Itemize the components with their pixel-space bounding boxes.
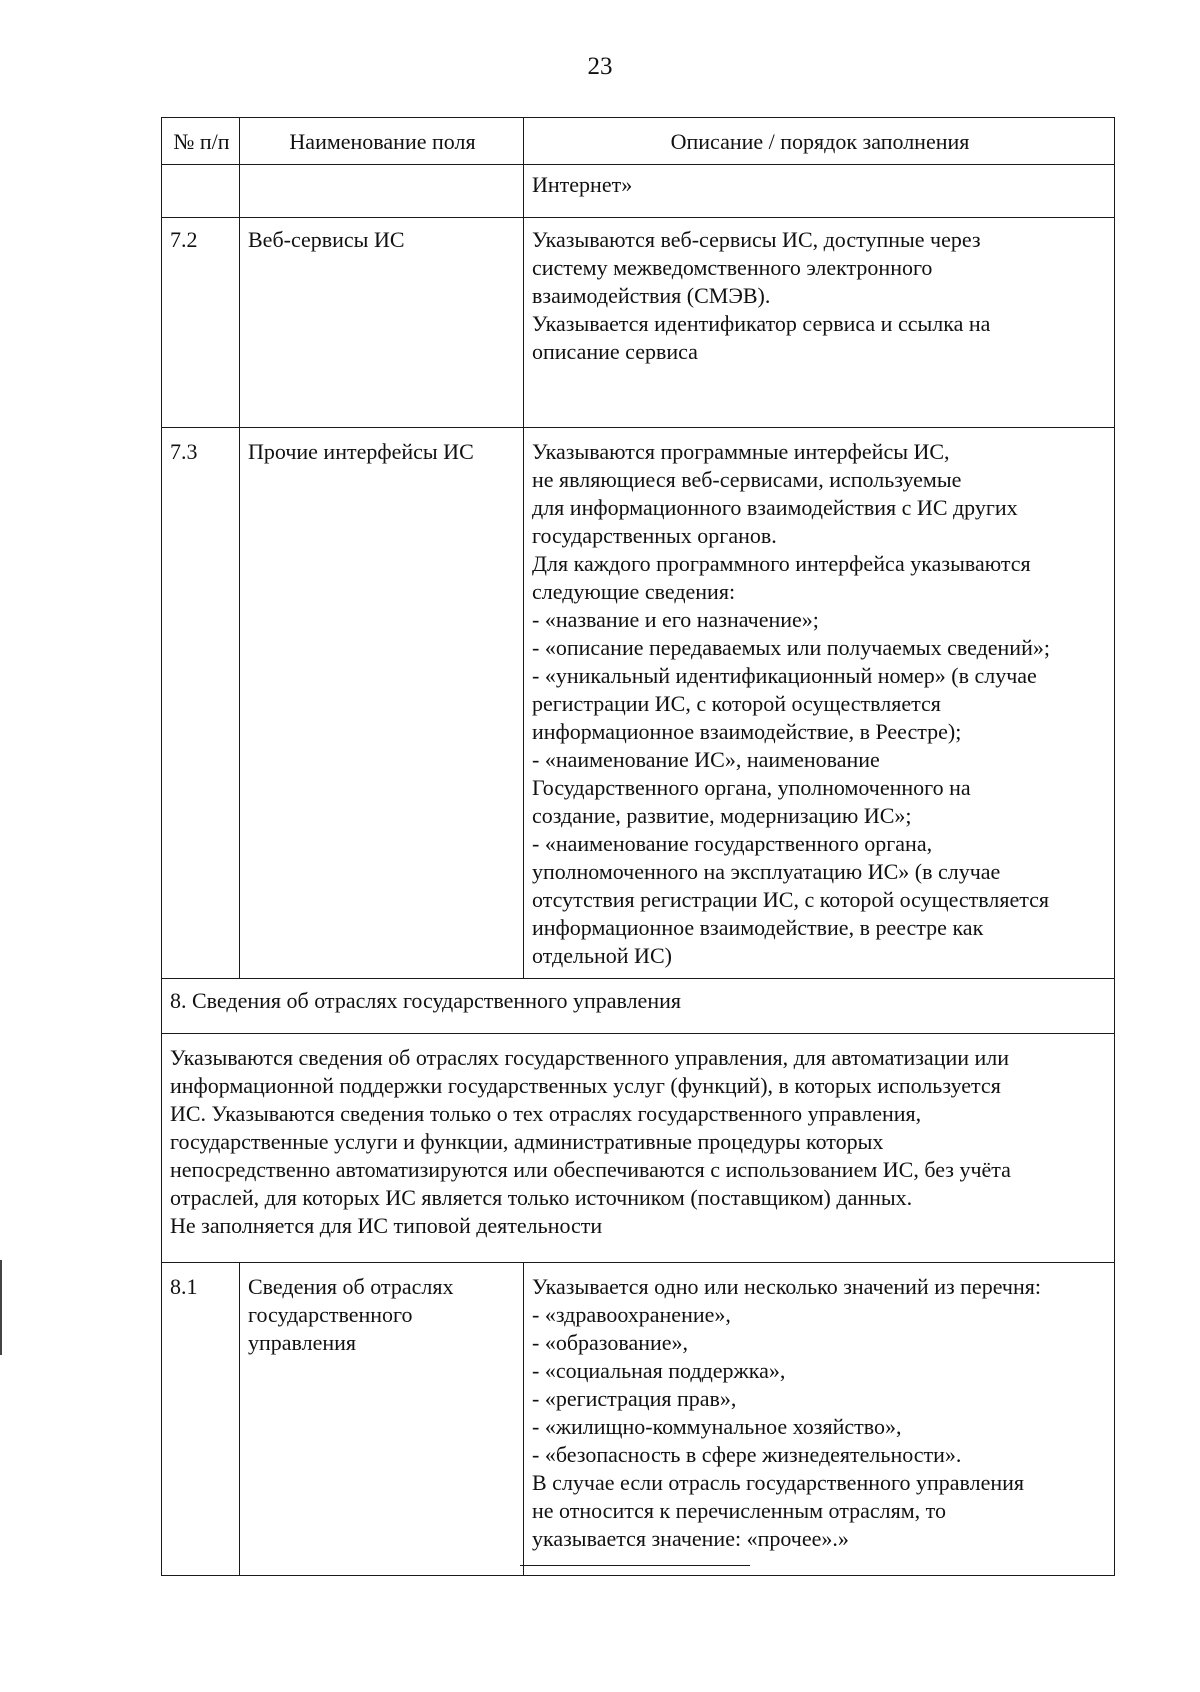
page-number: 23 [587,53,613,80]
desc-line: ИС. Указываются сведения только о тех отраслях государственного управления, [170,1101,922,1126]
desc-line: - «название и его назначение»; [532,607,819,632]
table-row-7-3 [162,428,1115,979]
cell-name [240,165,524,218]
desc-line: - «социальная поддержка», [532,1358,786,1383]
desc-line: регистрации ИС, с которой осуществляется [532,691,941,716]
cell-name [240,1263,524,1576]
desc-line: - «описание передаваемых или получаемых сведений»; [532,635,1050,660]
desc-line: государственных органов. [532,523,777,548]
desc-line: - «жилищно-коммунальное хозяйство», [532,1414,902,1439]
header-num: № п/п [162,118,240,165]
cell-name [240,218,524,428]
desc-line: непосредственно автоматизируются или обеспечиваются с использованием ИС, без учёта [170,1157,1011,1182]
name-line: государственного [248,1302,413,1327]
desc-line: следующие сведения: [532,579,736,604]
cell-num: 7.2 [162,218,240,428]
cell-desc [524,165,1115,218]
section-8-desc-row [162,1034,1115,1263]
table-row-8-1 [162,1263,1115,1576]
section-8-title: 8. Сведения об отраслях государственного управления [162,979,1115,1034]
name-line: управления [248,1330,357,1355]
header-desc: Описание / порядок заполнения [524,118,1115,165]
section-8-title-row [162,979,1115,1034]
desc-line: - «здравоохранение», [532,1302,731,1327]
desc-line: - «наименование государственного органа, [532,831,933,856]
desc-line: отдельной ИС) [532,943,672,968]
desc-line: - «безопасность в сфере жизнедеятельности». [532,1442,962,1467]
desc-line: не являющиеся веб-сервисами, используемые [532,467,962,492]
desc-line: информационной поддержки государственных услуг (функций), в которых используется [170,1073,1001,1098]
desc-line: Указывается одно или несколько значений из перечня: [532,1274,1041,1299]
section-8-desc [162,1034,1115,1263]
name-line: Веб-сервисы ИС [248,227,405,252]
desc-line: создание, развитие, модернизацию ИС»; [532,803,912,828]
desc-line: информационное взаимодействие, в реестре как [532,915,984,940]
desc-line: отраслей, для которых ИС является только источником (поставщиком) данных. [170,1185,913,1210]
name-line: Сведения об отраслях [248,1274,454,1299]
desc-line: В случае если отрасль государственного управления [532,1470,1025,1495]
cell-name [240,428,524,979]
desc-line: Указываются сведения об отраслях государственного управления, для автоматизации или [170,1045,1010,1070]
desc-line: Указываются программные интерфейсы ИС, [532,439,950,464]
cell-desc [524,1263,1115,1576]
table-header-row [162,118,1115,165]
cell-desc [524,218,1115,428]
desc-line: - «регистрация прав», [532,1386,737,1411]
cell-num: 7.3 [162,428,240,979]
desc-line: информационное взаимодействие, в Реестре); [532,719,962,744]
desc-line: Интернет» [532,172,633,197]
desc-line: взаимодействия (СМЭВ). [532,283,771,308]
cell-desc [524,428,1115,979]
desc-line: описание сервиса [532,339,698,364]
desc-line: отсутствия регистрации ИС, с которой осуществляется [532,887,1049,912]
name-line: Прочие интерфейсы ИС [248,439,474,464]
footer-rule [520,1565,750,1566]
fields-table [161,117,1115,1576]
desc-line: не относится к перечисленным отраслям, то [532,1498,946,1523]
desc-line: государственные услуги и функции, административные процедуры которых [170,1129,884,1154]
cell-num [162,165,240,218]
cell-num: 8.1 [162,1263,240,1576]
table-row-continuation [162,165,1115,218]
desc-line: уполномоченного на эксплуатацию ИС» (в случае [532,859,1001,884]
scan-edge-mark [0,1260,2,1355]
desc-line: Не заполняется для ИС типовой деятельности [170,1213,603,1238]
desc-line: Указываются веб-сервисы ИС, доступные через [532,227,981,252]
header-name: Наименование поля [240,118,524,165]
desc-line: систему межведомственного электронного [532,255,933,280]
desc-line: - «наименование ИС», наименование [532,747,880,772]
desc-line: для информационного взаимодействия с ИС других [532,495,1018,520]
desc-line: указывается значение: «прочее».» [532,1526,849,1551]
desc-line: Указывается идентификатор сервиса и ссылка на [532,311,991,336]
desc-line: - «уникальный идентификационный номер» (в случае [532,663,1037,688]
desc-line: - «образование», [532,1330,689,1355]
desc-line: Для каждого программного интерфейса указываются [532,551,1031,576]
desc-line: Государственного органа, уполномоченного на [532,775,971,800]
table-row-7-2 [162,218,1115,428]
